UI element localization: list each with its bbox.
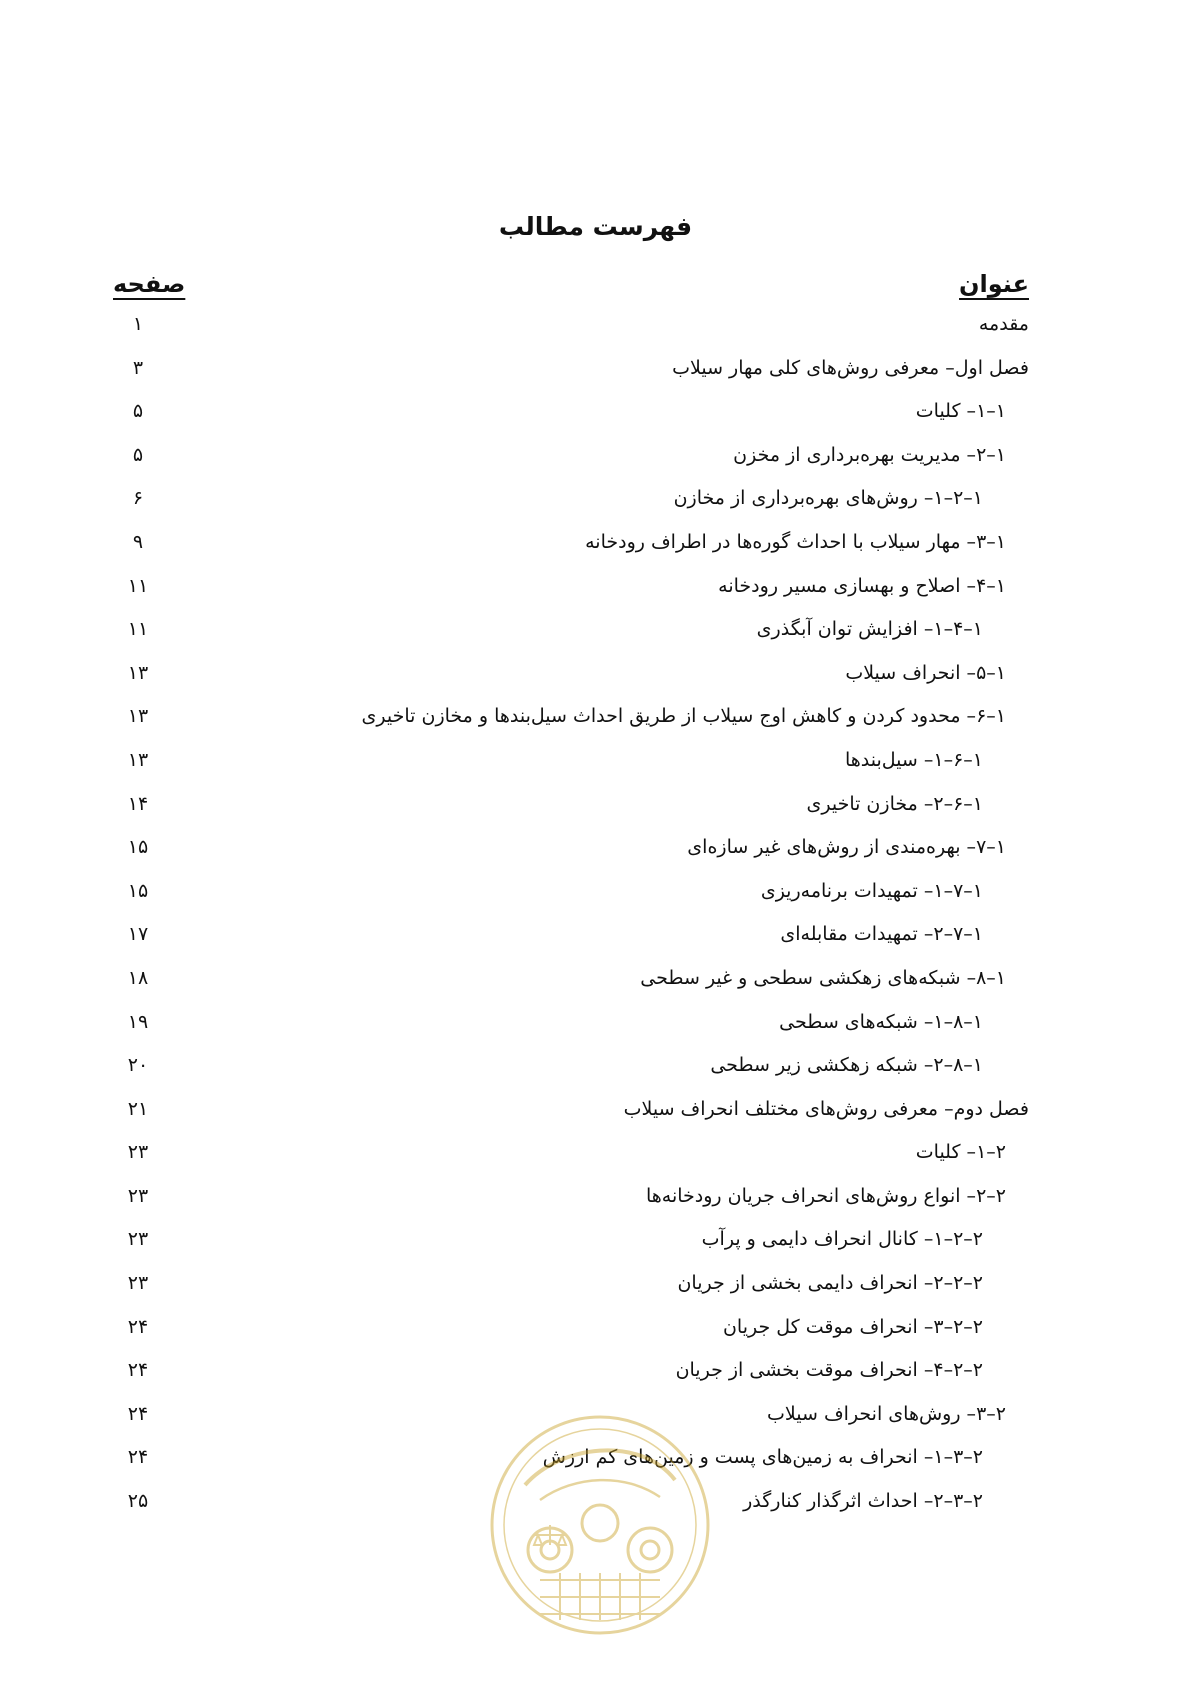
- toc-entry-title: ۱–۵– انحراف سیلاب: [845, 661, 1006, 684]
- toc-entry-page-number: ۳: [132, 356, 144, 379]
- toc-entry-title: ۱–۲–۱– روش‌های بهره‌برداری از مخازن: [673, 487, 983, 510]
- toc-entry: [0, 573, 1191, 617]
- toc-entry-title: ۲–۳–۱– انحراف به زمین‌های پست و زمین‌های کم ارزش: [542, 1446, 983, 1469]
- toc-entry: [0, 1183, 1191, 1227]
- toc-entry: [0, 1052, 1191, 1096]
- toc-entry-title: فصل دوم– معرفی روش‌های مختلف انحراف سیلاب: [623, 1097, 1029, 1120]
- toc-entry-title: ۱–۶–۱– سیل‌بندها: [844, 748, 983, 771]
- toc-entry-page-number: ۱۷: [127, 923, 149, 946]
- toc-entry-page-number: ۲۱: [127, 1097, 149, 1120]
- toc-entry: [0, 1314, 1191, 1358]
- toc-entry-title: ۲–۲–۴– انحراف موقت بخشی از جریان: [675, 1359, 983, 1382]
- toc-entry-page-number: ۱۵: [127, 879, 149, 902]
- toc-entry: [0, 1401, 1191, 1445]
- toc-entry-page-number: ۲۴: [127, 1315, 149, 1338]
- toc-entry-title: ۱–۸– شبکه‌های زهکشی سطحی و غیر سطحی: [640, 966, 1006, 989]
- toc-entry-page-number: ۱۳: [127, 705, 149, 728]
- toc-entry: [0, 747, 1191, 791]
- toc-entry-title: ۱–۷– بهره‌مندی از روش‌های غیر سازه‌ای: [687, 836, 1006, 859]
- toc-entry-page-number: ۲۴: [127, 1446, 149, 1469]
- toc-entry: [0, 616, 1191, 660]
- toc-entry: [0, 791, 1191, 835]
- toc-entry-title: ۱–۶– محدود کردن و کاهش اوج سیلاب از طریق احداث سیل‌بندها و مخازن تاخیری: [361, 705, 1006, 728]
- toc-entry-page-number: ۱۴: [127, 792, 149, 815]
- toc-entry-title: ۲–۲–۱– کانال انحراف دایمی و پرآب: [701, 1228, 983, 1251]
- toc-entry-title: ۱–۷–۲– تمهیدات مقابله‌ای: [780, 923, 983, 946]
- toc-entry: [0, 965, 1191, 1009]
- toc-entry: [0, 442, 1191, 486]
- table-of-contents: [0, 311, 1191, 1532]
- toc-entry-title: ۱–۸–۲– شبکه زهکشی زیر سطحی: [710, 1054, 983, 1077]
- toc-entry-page-number: ۱۹: [127, 1010, 149, 1033]
- toc-entry: [0, 1226, 1191, 1270]
- toc-entry-page-number: ۲۳: [127, 1141, 149, 1164]
- toc-entry-title: ۱–۴– اصلاح و بهسازی مسیر رودخانه: [718, 574, 1006, 597]
- toc-entry-title: ۱–۳– مهار سیلاب با احداث گوره‌ها در اطراف رودخانه: [585, 530, 1006, 553]
- toc-entry-title: ۱–۱– کلیات: [915, 400, 1006, 423]
- toc-entry-title: ۱–۸–۱– شبکه‌های سطحی: [779, 1010, 983, 1033]
- toc-entry: [0, 660, 1191, 704]
- toc-entry-title: فصل اول– معرفی روش‌های کلی مهار سیلاب: [672, 356, 1029, 379]
- toc-entry-title: ۱–۷–۱– تمهیدات برنامه‌ریزی: [760, 879, 983, 902]
- page-column-header: صفحه: [113, 270, 186, 298]
- toc-entry-title: ۲–۳– روش‌های انحراف سیلاب: [767, 1402, 1006, 1425]
- toc-entry: [0, 529, 1191, 573]
- toc-entry: [0, 834, 1191, 878]
- toc-entry-page-number: ۱۱: [127, 574, 149, 597]
- toc-entry-title: ۲–۲– انواع روش‌های انحراف جریان رودخانه‌ها: [645, 1184, 1006, 1207]
- toc-entry: [0, 1139, 1191, 1183]
- toc-entry: [0, 1096, 1191, 1140]
- toc-entry: [0, 921, 1191, 965]
- toc-entry-page-number: ۲۴: [127, 1402, 149, 1425]
- toc-entry-title: ۲–۳–۲– احداث اثرگذار کنارگذر: [743, 1490, 983, 1513]
- toc-entry-title: ۲–۲–۳– انحراف موقت کل جریان: [722, 1315, 983, 1338]
- toc-entry-page-number: ۹: [132, 530, 144, 553]
- toc-entry-title: ۱–۶–۲– مخازن تاخیری: [806, 792, 983, 815]
- toc-entry: [0, 878, 1191, 922]
- toc-entry-page-number: ۲۴: [127, 1359, 149, 1382]
- toc-entry-page-number: ۱۱: [127, 618, 149, 641]
- toc-entry-page-number: ۱۳: [127, 748, 149, 771]
- toc-entry-page-number: ۲۳: [127, 1184, 149, 1207]
- toc-entry: [0, 703, 1191, 747]
- toc-entry: [0, 1009, 1191, 1053]
- toc-entry-title: ۱–۲– مدیریت بهره‌برداری از مخزن: [733, 443, 1006, 466]
- toc-entry-title: ۲–۱– کلیات: [915, 1141, 1006, 1164]
- toc-entry-page-number: ۱۵: [127, 836, 149, 859]
- toc-entry: [0, 398, 1191, 442]
- toc-entry-page-number: ۵: [132, 400, 144, 423]
- toc-entry-title: مقدمه: [978, 313, 1029, 335]
- toc-entry-page-number: ۲۳: [127, 1228, 149, 1251]
- toc-entry-page-number: ۱۸: [127, 966, 149, 989]
- toc-entry: [0, 1444, 1191, 1488]
- toc-entry-page-number: ۵: [132, 443, 144, 466]
- toc-entry-page-number: ۲۰: [127, 1054, 149, 1077]
- toc-entry-page-number: ۲۳: [127, 1272, 149, 1295]
- toc-entry-page-number: ۶: [132, 487, 144, 510]
- toc-entry: [0, 1357, 1191, 1401]
- toc-entry: [0, 355, 1191, 399]
- toc-entry-page-number: ۱۳: [127, 661, 149, 684]
- toc-entry-title: ۲–۲–۲– انحراف دایمی بخشی از جریان: [677, 1272, 983, 1295]
- page-title: فهرست مطالب: [498, 212, 693, 241]
- toc-entry: [0, 1270, 1191, 1314]
- toc-entry: [0, 1488, 1191, 1532]
- toc-entry-page-number: ۱: [132, 313, 144, 335]
- title-column-header: عنوان: [959, 270, 1029, 298]
- toc-entry: [0, 311, 1191, 355]
- toc-entry-page-number: ۲۵: [127, 1490, 149, 1513]
- toc-entry: [0, 485, 1191, 529]
- toc-entry-title: ۱–۴–۱– افزایش توان آبگذری: [756, 618, 983, 641]
